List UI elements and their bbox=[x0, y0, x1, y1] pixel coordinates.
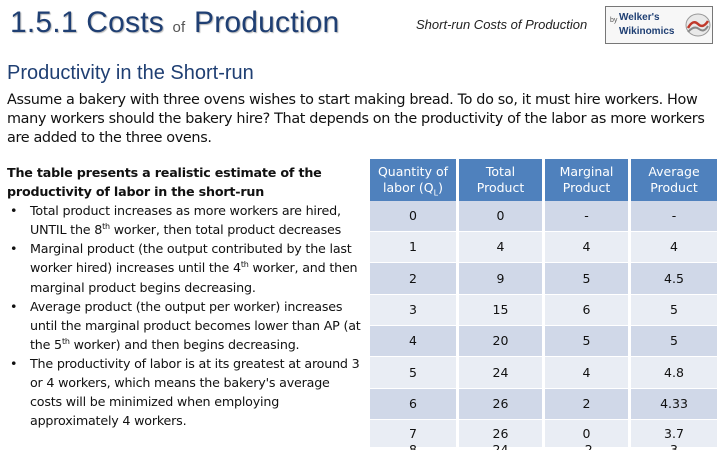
bullet-text-end: worker, then total product decreases bbox=[109, 222, 342, 238]
table-row bbox=[370, 389, 717, 419]
bullet-item bbox=[7, 297, 363, 354]
cell-average-product: 4.5 bbox=[631, 263, 717, 294]
cell-average-product: 5 bbox=[631, 326, 717, 356]
header-text: Marginal Product bbox=[559, 164, 614, 195]
bullet-sup: th bbox=[61, 336, 70, 346]
cell-labor: 0 bbox=[370, 201, 456, 231]
intro-paragraph: Assume a bakery with three ovens wishes to start making bread. To do so, it must hire workers. How many workers should the bakery hire? That depends on the productivity of the labor as more workers are added to the three ovens. bbox=[7, 92, 705, 146]
header-text: Quantity of labor (Q bbox=[377, 164, 449, 195]
header-cell-marginal-product bbox=[545, 159, 628, 201]
table-row bbox=[370, 326, 717, 356]
cell-labor: 7 bbox=[370, 420, 456, 447]
title-word-costs: Costs bbox=[86, 6, 164, 39]
cell-marginal-product: - bbox=[545, 201, 628, 231]
bullet-icon: • bbox=[10, 241, 18, 257]
cell-total-product: 4 bbox=[459, 232, 542, 262]
logo-by: by bbox=[610, 17, 618, 24]
header-text-end: ) bbox=[438, 180, 443, 195]
table-row bbox=[370, 295, 717, 325]
table-row bbox=[370, 357, 717, 388]
title-number: 1.5.1 bbox=[10, 6, 78, 39]
wikinomics-logo bbox=[605, 6, 713, 44]
logo-line1: Welker's bbox=[619, 12, 660, 23]
table-header-row bbox=[370, 159, 717, 201]
cell-marginal-product: 5 bbox=[545, 263, 628, 294]
title-word-of: of bbox=[172, 19, 186, 36]
table-row bbox=[370, 232, 717, 262]
bullet-sup: th bbox=[240, 260, 249, 270]
explanation-panel bbox=[7, 163, 363, 430]
productivity-table bbox=[370, 159, 717, 447]
slide-title bbox=[10, 6, 339, 40]
logo-line2: Wikinomics bbox=[619, 26, 675, 37]
cell-marginal-product: 5 bbox=[545, 326, 628, 356]
bullet-item bbox=[7, 239, 363, 296]
bullet-text: Average product (the output per worker) increases until the marginal product becomes lower than AP (at the 5 bbox=[30, 298, 361, 352]
section-title: Productivity in the Short-run bbox=[7, 62, 254, 84]
bullet-text: Marginal product (the output contributed by the last worker hired) increases until the 4 bbox=[30, 241, 352, 276]
cell-average-product: 5 bbox=[631, 295, 717, 325]
cell-marginal-product: 6 bbox=[545, 295, 628, 325]
bullet-text: The productivity of labor is at its greatest at around 3 or 4 workers, which means the bakery's average costs will be minimized when employing approximately 4 workers. bbox=[30, 355, 360, 429]
bullet-icon: • bbox=[10, 203, 18, 219]
bullet-item bbox=[7, 201, 363, 239]
table-row bbox=[370, 420, 717, 447]
bullet-text-end: worker, and then marginal product begins decreasing. bbox=[30, 260, 358, 295]
bullet-sup: th bbox=[102, 222, 110, 232]
header-text: Average Product bbox=[648, 164, 700, 195]
cell-total-product: 20 bbox=[459, 326, 542, 356]
header-cell-total-product bbox=[459, 159, 542, 201]
cell-labor: 1 bbox=[370, 232, 456, 262]
cell-total-product: 24 bbox=[459, 357, 542, 388]
cell-labor: 6 bbox=[370, 389, 456, 419]
cell-total-product: 26 bbox=[459, 389, 542, 419]
title-bar bbox=[0, 0, 720, 52]
bullet-text-end: worker) and then begins decreasing. bbox=[69, 336, 300, 352]
table-row bbox=[370, 201, 717, 231]
title-word-production: Production bbox=[193, 6, 340, 39]
cell-total-product: 0 bbox=[459, 201, 542, 231]
bullet-item bbox=[7, 354, 363, 430]
cell-average-product: 4.33 bbox=[631, 389, 717, 419]
cell-marginal-product: 4 bbox=[545, 357, 628, 388]
cell-labor: 2 bbox=[370, 263, 456, 294]
slide-subtitle: Short-run Costs of Production bbox=[416, 17, 588, 32]
cell-average-product: 4.8 bbox=[631, 357, 717, 388]
bullet-text: Total product increases as more workers are hired, UNTIL the 8 bbox=[30, 203, 341, 238]
bullet-icon: • bbox=[10, 298, 18, 314]
cell-marginal-product: 0 bbox=[545, 420, 628, 447]
logo-emblem-icon bbox=[685, 12, 711, 38]
cell-total-product: 26 bbox=[459, 420, 542, 447]
cell-average-product: - bbox=[631, 201, 717, 231]
cell-labor: 4 bbox=[370, 326, 456, 356]
header-text: Total Product bbox=[476, 164, 525, 195]
cell-total-product: 9 bbox=[459, 263, 542, 294]
cell-marginal-product: 4 bbox=[545, 232, 628, 262]
cell-marginal-product: 2 bbox=[545, 389, 628, 419]
header-sub: L bbox=[433, 188, 439, 198]
bullet-icon: • bbox=[10, 355, 18, 371]
header-cell-labor bbox=[370, 159, 456, 201]
cell-labor: 3 bbox=[370, 295, 456, 325]
cell-total-product: 15 bbox=[459, 295, 542, 325]
cell-labor: 5 bbox=[370, 357, 456, 388]
cell-average-product: 4 bbox=[631, 232, 717, 262]
explanation-heading: The table presents a realistic estimate of the productivity of labor in the short-run bbox=[7, 165, 322, 200]
cell-average-product: 3.7 bbox=[631, 420, 717, 447]
header-cell-average-product bbox=[631, 159, 717, 201]
table-row bbox=[370, 263, 717, 294]
